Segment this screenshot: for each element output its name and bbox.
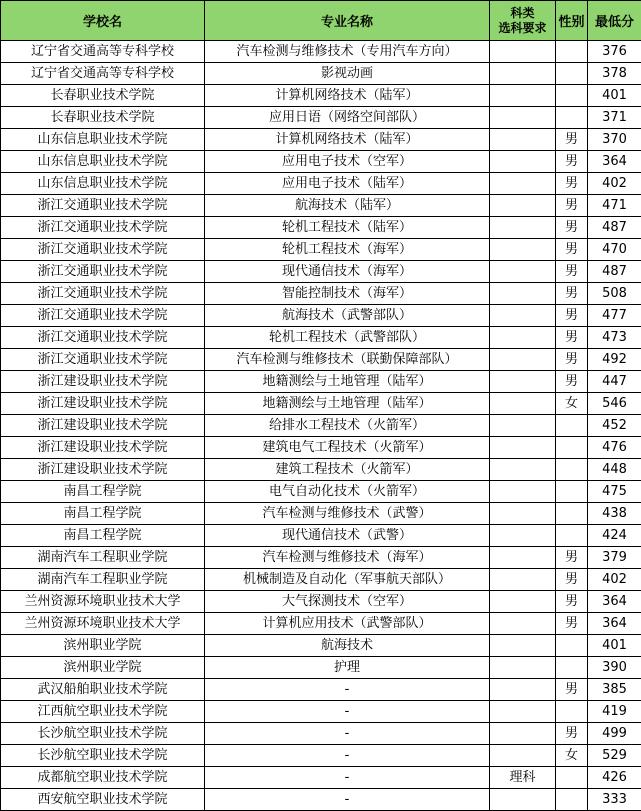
- table-row: [1, 503, 641, 525]
- cell-min-score: 476: [588, 437, 641, 459]
- cell-school: 浙江交通职业技术学院: [1, 283, 205, 305]
- cell-requirement: [490, 239, 556, 261]
- cell-gender: [556, 415, 588, 437]
- table-row: [1, 525, 641, 547]
- table-row: [1, 723, 641, 745]
- cell-major: -: [205, 723, 490, 745]
- cell-gender: [556, 459, 588, 481]
- cell-school: 浙江交通职业技术学院: [1, 195, 205, 217]
- table-row: [1, 701, 641, 723]
- cell-gender: 男: [556, 679, 588, 701]
- cell-min-score: 487: [588, 217, 641, 239]
- cell-gender: [556, 63, 588, 85]
- cell-major: 轮机工程技术（武警部队）: [205, 327, 490, 349]
- cell-gender: [556, 657, 588, 679]
- cell-major: 现代通信技术（武警）: [205, 525, 490, 547]
- table-row: [1, 239, 641, 261]
- cell-min-score: 424: [588, 525, 641, 547]
- cell-requirement: [490, 41, 556, 63]
- cell-min-score: 487: [588, 261, 641, 283]
- cell-gender: [556, 701, 588, 723]
- cell-gender: 男: [556, 305, 588, 327]
- cell-min-score: 378: [588, 63, 641, 85]
- cell-school: 山东信息职业技术学院: [1, 151, 205, 173]
- cell-min-score: 508: [588, 283, 641, 305]
- cell-requirement: [490, 129, 556, 151]
- table-row: [1, 195, 641, 217]
- cell-school: 浙江建设职业技术学院: [1, 437, 205, 459]
- table-row: [1, 349, 641, 371]
- cell-major: 汽车检测与维修技术（专用汽车方向）: [205, 41, 490, 63]
- table-row: [1, 679, 641, 701]
- cell-min-score: 371: [588, 107, 641, 129]
- cell-min-score: 364: [588, 591, 641, 613]
- table-row: [1, 393, 641, 415]
- cell-min-score: 402: [588, 173, 641, 195]
- cell-school: 长春职业技术学院: [1, 85, 205, 107]
- cell-requirement: [490, 657, 556, 679]
- cell-school: 长沙航空职业技术学院: [1, 723, 205, 745]
- cell-min-score: 475: [588, 481, 641, 503]
- cell-major: 计算机网络技术（陆军）: [205, 129, 490, 151]
- cell-school: 南昌工程学院: [1, 503, 205, 525]
- cell-school: 浙江建设职业技术学院: [1, 415, 205, 437]
- cell-min-score: 402: [588, 569, 641, 591]
- cell-gender: [556, 767, 588, 789]
- cell-major: 智能控制技术（海军）: [205, 283, 490, 305]
- table-row: [1, 437, 641, 459]
- header-major: 专业名称: [205, 1, 490, 41]
- table-body: [1, 41, 641, 811]
- cell-requirement: [490, 679, 556, 701]
- cell-gender: [556, 635, 588, 657]
- cell-gender: 男: [556, 349, 588, 371]
- cell-gender: [556, 789, 588, 811]
- cell-requirement: [490, 195, 556, 217]
- cell-min-score: 376: [588, 41, 641, 63]
- table-row: [1, 459, 641, 481]
- cell-requirement: [490, 327, 556, 349]
- cell-school: 山东信息职业技术学院: [1, 129, 205, 151]
- cell-requirement: [490, 591, 556, 613]
- cell-min-score: 385: [588, 679, 641, 701]
- cell-requirement: [490, 415, 556, 437]
- table-row: [1, 591, 641, 613]
- cell-requirement: [490, 503, 556, 525]
- cell-gender: 男: [556, 613, 588, 635]
- cell-gender: 男: [556, 591, 588, 613]
- cell-major: 现代通信技术（海军）: [205, 261, 490, 283]
- cell-requirement: 理科: [490, 767, 556, 789]
- cell-min-score: 447: [588, 371, 641, 393]
- cell-requirement: [490, 349, 556, 371]
- cell-school: 浙江交通职业技术学院: [1, 261, 205, 283]
- cell-major: -: [205, 701, 490, 723]
- cell-school: 浙江交通职业技术学院: [1, 349, 205, 371]
- cell-min-score: 470: [588, 239, 641, 261]
- cell-requirement: [490, 305, 556, 327]
- cell-min-score: 364: [588, 613, 641, 635]
- cell-school: 山东信息职业技术学院: [1, 173, 205, 195]
- cell-min-score: 426: [588, 767, 641, 789]
- cell-min-score: 452: [588, 415, 641, 437]
- header-gender: 性别: [556, 1, 588, 41]
- cell-school: 南昌工程学院: [1, 481, 205, 503]
- table-row: [1, 569, 641, 591]
- cell-min-score: 401: [588, 85, 641, 107]
- cell-gender: 男: [556, 569, 588, 591]
- cell-school: 兰州资源环境职业技术大学: [1, 591, 205, 613]
- cell-requirement: [490, 85, 556, 107]
- table-row: [1, 283, 641, 305]
- cell-major: 计算机应用技术（武警部队）: [205, 613, 490, 635]
- cell-major: 机械制造及自动化（军事航天部队）: [205, 569, 490, 591]
- cell-major: 给排水工程技术（火箭军）: [205, 415, 490, 437]
- cell-school: 南昌工程学院: [1, 525, 205, 547]
- cell-requirement: [490, 261, 556, 283]
- cell-requirement: [490, 459, 556, 481]
- cell-school: 长沙航空职业技术学院: [1, 745, 205, 767]
- cell-gender: 女: [556, 393, 588, 415]
- cell-requirement: [490, 569, 556, 591]
- table-row: [1, 789, 641, 811]
- cell-requirement: [490, 393, 556, 415]
- table-row: [1, 481, 641, 503]
- cell-requirement: [490, 789, 556, 811]
- cell-major: 航海技术: [205, 635, 490, 657]
- cell-min-score: 546: [588, 393, 641, 415]
- cell-gender: [556, 107, 588, 129]
- header-school: 学校名: [1, 1, 205, 41]
- cell-school: 兰州资源环境职业技术大学: [1, 613, 205, 635]
- cell-requirement: [490, 701, 556, 723]
- cell-school: 浙江交通职业技术学院: [1, 239, 205, 261]
- cell-major: 应用电子技术（陆军）: [205, 173, 490, 195]
- cell-major: 护理: [205, 657, 490, 679]
- cell-major: -: [205, 789, 490, 811]
- cell-major: 大气探测技术（空军）: [205, 591, 490, 613]
- cell-min-score: 390: [588, 657, 641, 679]
- cell-school: 江西航空职业技术学院: [1, 701, 205, 723]
- table-row: [1, 635, 641, 657]
- table-row: [1, 371, 641, 393]
- cell-major: 计算机网络技术（陆军）: [205, 85, 490, 107]
- cell-school: 辽宁省交通高等专科学校: [1, 63, 205, 85]
- cell-min-score: 419: [588, 701, 641, 723]
- cell-min-score: 370: [588, 129, 641, 151]
- cell-major: 航海技术（陆军）: [205, 195, 490, 217]
- table-row: [1, 63, 641, 85]
- table-row: [1, 217, 641, 239]
- cell-school: 辽宁省交通高等专科学校: [1, 41, 205, 63]
- cell-major: 汽车检测与维修技术（联勤保障部队）: [205, 349, 490, 371]
- cell-major: 汽车检测与维修技术（武警）: [205, 503, 490, 525]
- cell-requirement: [490, 283, 556, 305]
- table-row: [1, 415, 641, 437]
- table-header-row: [1, 1, 641, 41]
- cell-major: 航海技术（武警部队）: [205, 305, 490, 327]
- cell-major: -: [205, 745, 490, 767]
- cell-min-score: 529: [588, 745, 641, 767]
- cell-school: 滨州职业学院: [1, 657, 205, 679]
- cell-school: 浙江建设职业技术学院: [1, 459, 205, 481]
- cell-major: 汽车检测与维修技术（海军）: [205, 547, 490, 569]
- cell-requirement: [490, 613, 556, 635]
- cell-school: 成都航空职业技术学院: [1, 767, 205, 789]
- cell-school: 武汉船舶职业技术学院: [1, 679, 205, 701]
- table-row: [1, 547, 641, 569]
- cell-school: 浙江交通职业技术学院: [1, 327, 205, 349]
- cell-school: 西安航空职业技术学院: [1, 789, 205, 811]
- table-row: [1, 261, 641, 283]
- table-row: [1, 173, 641, 195]
- cell-gender: 男: [556, 371, 588, 393]
- cell-major: 影视动画: [205, 63, 490, 85]
- cell-major: 轮机工程技术（海军）: [205, 239, 490, 261]
- cell-requirement: [490, 547, 556, 569]
- table-row: [1, 657, 641, 679]
- header-min-score: 最低分: [588, 1, 641, 41]
- cell-requirement: [490, 745, 556, 767]
- cell-gender: [556, 481, 588, 503]
- cell-major: 应用电子技术（空军）: [205, 151, 490, 173]
- cell-major: 地籍测绘与土地管理（陆军）: [205, 393, 490, 415]
- cell-gender: 女: [556, 745, 588, 767]
- cell-gender: 男: [556, 217, 588, 239]
- table-row: [1, 107, 641, 129]
- cell-school: 浙江建设职业技术学院: [1, 371, 205, 393]
- header-requirement: [490, 1, 556, 41]
- cell-gender: 男: [556, 239, 588, 261]
- cell-min-score: 364: [588, 151, 641, 173]
- table-row: [1, 129, 641, 151]
- cell-major: 建筑工程技术（火箭军）: [205, 459, 490, 481]
- cell-min-score: 499: [588, 723, 641, 745]
- header-requirement-line1: 科类: [510, 5, 535, 20]
- table-row: [1, 767, 641, 789]
- cell-major: 地籍测绘与土地管理（陆军）: [205, 371, 490, 393]
- cell-min-score: 438: [588, 503, 641, 525]
- cell-major: 电气自动化技术（火箭军）: [205, 481, 490, 503]
- cell-requirement: [490, 173, 556, 195]
- table-row: [1, 745, 641, 767]
- cell-requirement: [490, 437, 556, 459]
- cell-requirement: [490, 151, 556, 173]
- cell-min-score: 477: [588, 305, 641, 327]
- table-row: [1, 613, 641, 635]
- cell-min-score: 448: [588, 459, 641, 481]
- cell-school: 湖南汽车工程职业学院: [1, 547, 205, 569]
- table-row: [1, 305, 641, 327]
- cell-major: 建筑电气工程技术（火箭军）: [205, 437, 490, 459]
- cell-gender: 男: [556, 327, 588, 349]
- cell-school: 浙江交通职业技术学院: [1, 217, 205, 239]
- cell-requirement: [490, 635, 556, 657]
- cell-gender: 男: [556, 283, 588, 305]
- cell-gender: [556, 525, 588, 547]
- cell-min-score: 379: [588, 547, 641, 569]
- table-row: [1, 85, 641, 107]
- cell-gender: [556, 503, 588, 525]
- cell-min-score: 401: [588, 635, 641, 657]
- cell-major: 应用日语（网络空间部队）: [205, 107, 490, 129]
- cell-gender: 男: [556, 261, 588, 283]
- cell-major: 轮机工程技术（陆军）: [205, 217, 490, 239]
- cell-gender: 男: [556, 195, 588, 217]
- cell-min-score: 333: [588, 789, 641, 811]
- cell-requirement: [490, 481, 556, 503]
- cell-requirement: [490, 525, 556, 547]
- cell-school: 浙江建设职业技术学院: [1, 393, 205, 415]
- table-row: [1, 327, 641, 349]
- cell-min-score: 473: [588, 327, 641, 349]
- cell-requirement: [490, 723, 556, 745]
- cell-major: -: [205, 767, 490, 789]
- cell-gender: [556, 85, 588, 107]
- cell-requirement: [490, 371, 556, 393]
- cell-gender: 男: [556, 129, 588, 151]
- cell-school: 浙江交通职业技术学院: [1, 305, 205, 327]
- cell-school: 长春职业技术学院: [1, 107, 205, 129]
- cell-gender: 男: [556, 723, 588, 745]
- cell-gender: [556, 41, 588, 63]
- cell-gender: 男: [556, 173, 588, 195]
- cell-requirement: [490, 63, 556, 85]
- cell-school: 滨州职业学院: [1, 635, 205, 657]
- cell-gender: [556, 437, 588, 459]
- table-row: [1, 41, 641, 63]
- cell-min-score: 492: [588, 349, 641, 371]
- cell-requirement: [490, 217, 556, 239]
- cell-min-score: 471: [588, 195, 641, 217]
- cell-gender: 男: [556, 151, 588, 173]
- cell-gender: 男: [556, 547, 588, 569]
- cell-major: -: [205, 679, 490, 701]
- table-row: [1, 151, 641, 173]
- cell-school: 湖南汽车工程职业学院: [1, 569, 205, 591]
- cell-requirement: [490, 107, 556, 129]
- header-requirement-line2: 选科要求: [498, 20, 547, 35]
